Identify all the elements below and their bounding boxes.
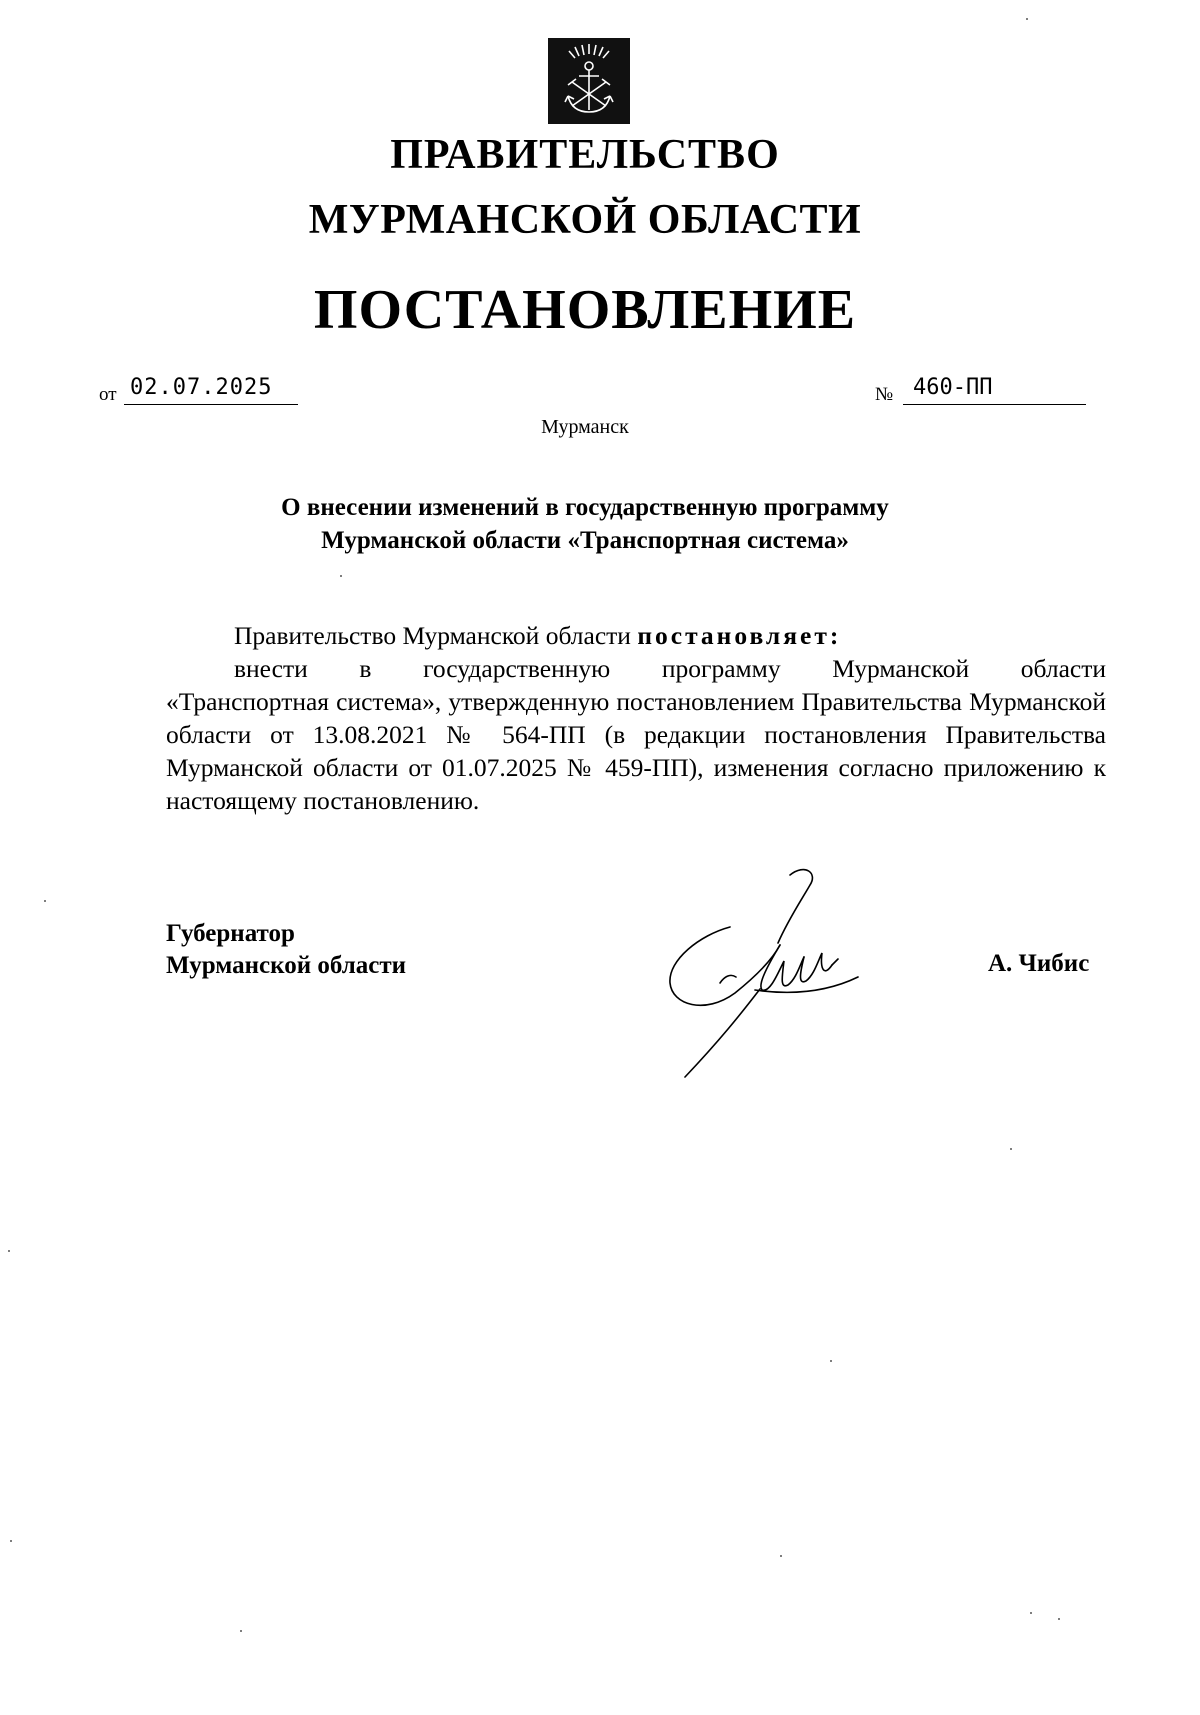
signer-title-line1: Губернатор xyxy=(166,920,295,947)
body-paragraph-1 xyxy=(166,619,1106,652)
org-name-line2: МУРМАНСКОЙ ОБЛАСТИ xyxy=(308,197,862,243)
body-paragraph-2-rest: «Транспортная система», утвержденную постановлением Правительства Мурманской области от 13.08.2021 № 564-ПП (в редакции постановления Правительства Мурманской области от 01.07.2025 № 459-ПП), изменения согласно приложению к настоящему постановлению. xyxy=(166,687,1106,815)
scan-speck xyxy=(830,1360,832,1362)
coat-of-arms-icon xyxy=(548,38,630,124)
scan-speck xyxy=(1026,18,1028,20)
subject-line2: Мурманской области «Транспортная система» xyxy=(321,527,849,554)
body-p1-text: Правительство Мурманской области xyxy=(234,621,631,650)
scan-speck xyxy=(10,1540,12,1542)
signer-name: А. Чибис xyxy=(988,950,1090,977)
handwritten-signature xyxy=(660,865,880,1080)
signer-title-line2: Мурманской области xyxy=(166,952,407,979)
document-subject xyxy=(0,491,1170,557)
org-name-line1: ПРАВИТЕЛЬСТВО xyxy=(390,132,780,178)
number-prefix: № xyxy=(875,384,894,405)
date-prefix: от xyxy=(99,384,117,405)
scan-speck xyxy=(8,1250,10,1252)
document-type: ПОСТАНОВЛЕНИЕ xyxy=(313,279,857,341)
scan-speck xyxy=(240,1630,242,1632)
body-paragraph-2-line1: внести в государственную программу Мурманской области xyxy=(234,654,1106,683)
city: Мурманск xyxy=(541,416,629,438)
signer-title xyxy=(166,918,406,982)
scan-speck xyxy=(44,900,46,902)
document-body xyxy=(166,619,1106,817)
document-number: 460-ПП xyxy=(903,371,1086,405)
scan-speck xyxy=(1030,1612,1032,1614)
scan-speck xyxy=(1058,1618,1060,1620)
subject-line1: О внесении изменений в государственную программу xyxy=(281,494,889,521)
scan-speck xyxy=(340,575,342,577)
body-p1-decree: постановляет: xyxy=(637,621,842,650)
scan-speck xyxy=(780,1555,782,1557)
scan-speck xyxy=(1010,1148,1012,1150)
document-date: 02.07.2025 xyxy=(124,371,298,405)
